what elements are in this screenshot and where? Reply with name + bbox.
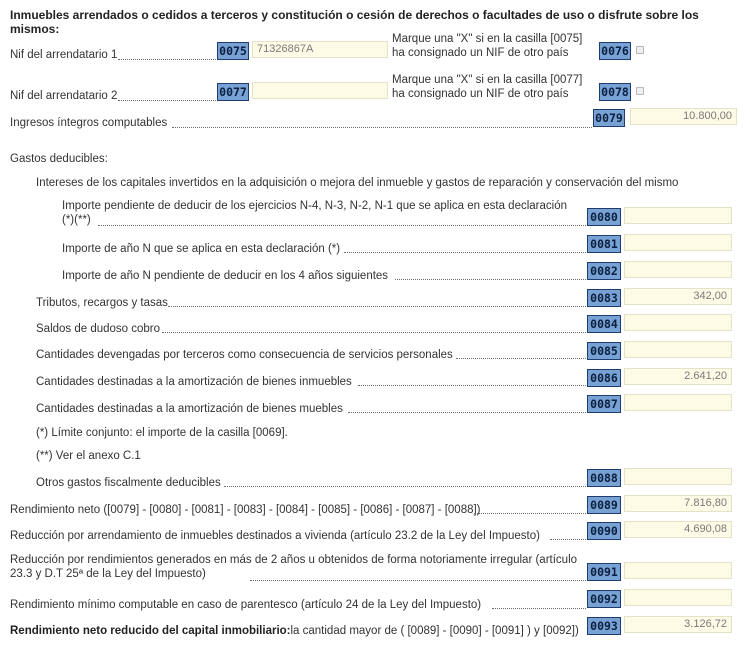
r0082-input[interactable] xyxy=(624,261,732,278)
box-0076: 0076 xyxy=(599,42,631,60)
r0091-label: Reducción por rendimientos generados en más de 2 años u obtenidos de forma notoriamente irregular (artículo 23.3 y D.T 25ª de la Ley del Impuesto) xyxy=(10,554,578,580)
box-0091: 0091 xyxy=(587,563,621,581)
r0089-leader xyxy=(474,513,586,514)
box-0082: 0082 xyxy=(587,262,621,280)
r0093-input[interactable] xyxy=(624,616,732,633)
nif1-foreign-checkbox[interactable] xyxy=(636,46,644,54)
r0092-leader xyxy=(492,608,586,609)
note-limit: (*) Límite conjunto: el importe de la casilla [0069]. xyxy=(36,427,288,439)
r0085-input[interactable] xyxy=(624,341,732,358)
section-title: Inmuebles arrendados o cedidos a terceros y constitución o cesión de derechos o facultades de uso o disfrute sobre los mismos: xyxy=(10,8,699,36)
ingresos-label: Ingresos íntegros computables xyxy=(10,117,168,129)
nif1-label: Nif del arrendatario 1 xyxy=(10,49,118,61)
r0086-input[interactable] xyxy=(624,368,732,385)
r0083-label: Tributos, recargos y tasas xyxy=(36,297,168,309)
r0092-label: Rendimiento mínimo computable en caso de parentesco (artículo 24 de la Ley del Impuesto) xyxy=(10,599,482,611)
box-0078: 0078 xyxy=(599,83,631,101)
intereses-title: Intereses de los capitales invertidos en la adquisición o mejora del inmueble y gastos de reparación y conservación del mismo xyxy=(36,177,679,189)
r0090-input[interactable] xyxy=(624,521,732,538)
r0093-label xyxy=(10,624,579,638)
nif2-leader xyxy=(118,100,216,101)
nif1-foreign-note: Marque una "X" si en la casilla [0075] ha consignado un NIF de otro país xyxy=(392,33,583,59)
box-0079: 0079 xyxy=(593,109,625,127)
r0088-leader xyxy=(224,486,586,487)
ingresos-leader xyxy=(172,127,592,128)
box-0090: 0090 xyxy=(587,522,621,540)
box-0092: 0092 xyxy=(587,590,621,608)
nif1-leader xyxy=(118,59,216,60)
box-0084: 0084 xyxy=(587,315,621,333)
box-0089: 0089 xyxy=(587,496,621,514)
box-0086: 0086 xyxy=(587,369,621,387)
r0088-input[interactable] xyxy=(624,468,732,485)
r0091-leader xyxy=(250,580,586,581)
box-0083: 0083 xyxy=(587,289,621,307)
r0081-input[interactable] xyxy=(624,234,732,251)
r0080-leader xyxy=(98,225,586,226)
r0081-label: Importe de año N que se aplica en esta declaración (*) xyxy=(62,243,341,255)
nif2-foreign-checkbox[interactable] xyxy=(636,87,644,95)
nif1-input[interactable] xyxy=(252,41,388,58)
r0090-label: Reducción por arrendamiento de inmuebles destinados a vivienda (artículo 23.2 de la Ley del Impuesto) xyxy=(10,530,540,542)
ingresos-input[interactable] xyxy=(630,108,737,125)
r0082-label: Importe de año N pendiente de deducir en los 4 años siguientes xyxy=(62,270,389,282)
r0084-leader xyxy=(162,332,586,333)
r0087-leader xyxy=(348,412,586,413)
r0093-label-rest: la cantidad mayor de ( [0089] - [0090] - [0091] ) y [0092]) xyxy=(290,625,579,637)
r0086-label: Cantidades destinadas a la amortización de bienes inmuebles xyxy=(36,376,352,388)
box-0081: 0081 xyxy=(587,235,621,253)
nif2-foreign-note: Marque una "X" si en la casilla [0077] ha consignado un NIF de otro país xyxy=(392,74,583,100)
r0085-label: Cantidades devengadas por terceros como consecuencia de servicios personales xyxy=(36,349,453,361)
r0083-input[interactable] xyxy=(624,288,732,305)
r0091-input[interactable] xyxy=(624,562,732,579)
box-0093: 0093 xyxy=(587,617,621,635)
nif2-input[interactable] xyxy=(252,82,388,99)
r0080-label: Importe pendiente de deducir de los ejercicios N-4, N-3, N-2, N-1 que se aplica en esta declaración (*)(**) xyxy=(62,200,567,226)
r0089-input[interactable] xyxy=(624,495,732,512)
box-0087: 0087 xyxy=(587,395,621,413)
r0084-input[interactable] xyxy=(624,314,732,331)
box-0075: 0075 xyxy=(217,42,249,60)
box-0085: 0085 xyxy=(587,342,621,360)
r0081-leader xyxy=(344,252,586,253)
r0085-leader xyxy=(456,358,586,359)
r0084-label: Saldos de dudoso cobro xyxy=(36,323,161,335)
r0092-input[interactable] xyxy=(624,589,732,606)
r0087-input[interactable] xyxy=(624,394,732,411)
r0089-label: Rendimiento neto ([0079] - [0080] - [0081] - [0083] - [0084] - [0085] - [0086] - [0087] - [0088]) xyxy=(10,504,481,516)
box-0077: 0077 xyxy=(217,83,249,101)
box-0080: 0080 xyxy=(587,208,621,226)
r0086-leader xyxy=(358,385,586,386)
r0093-label-bold: Rendimiento neto reducido del capital inmobiliario: xyxy=(10,625,291,637)
r0083-leader xyxy=(168,306,586,307)
r0088-label: Otros gastos fiscalmente deducibles xyxy=(36,477,221,489)
r0080-input[interactable] xyxy=(624,207,732,224)
r0082-leader xyxy=(395,279,586,280)
nif2-label: Nif del arrendatario 2 xyxy=(10,90,118,102)
gastos-title: Gastos deducibles: xyxy=(10,153,108,165)
box-0088: 0088 xyxy=(587,469,621,487)
r0090-leader xyxy=(550,539,586,540)
note-annex: (**) Ver el anexo C.1 xyxy=(36,450,141,462)
r0087-label: Cantidades destinadas a la amortización de bienes muebles xyxy=(36,403,343,415)
